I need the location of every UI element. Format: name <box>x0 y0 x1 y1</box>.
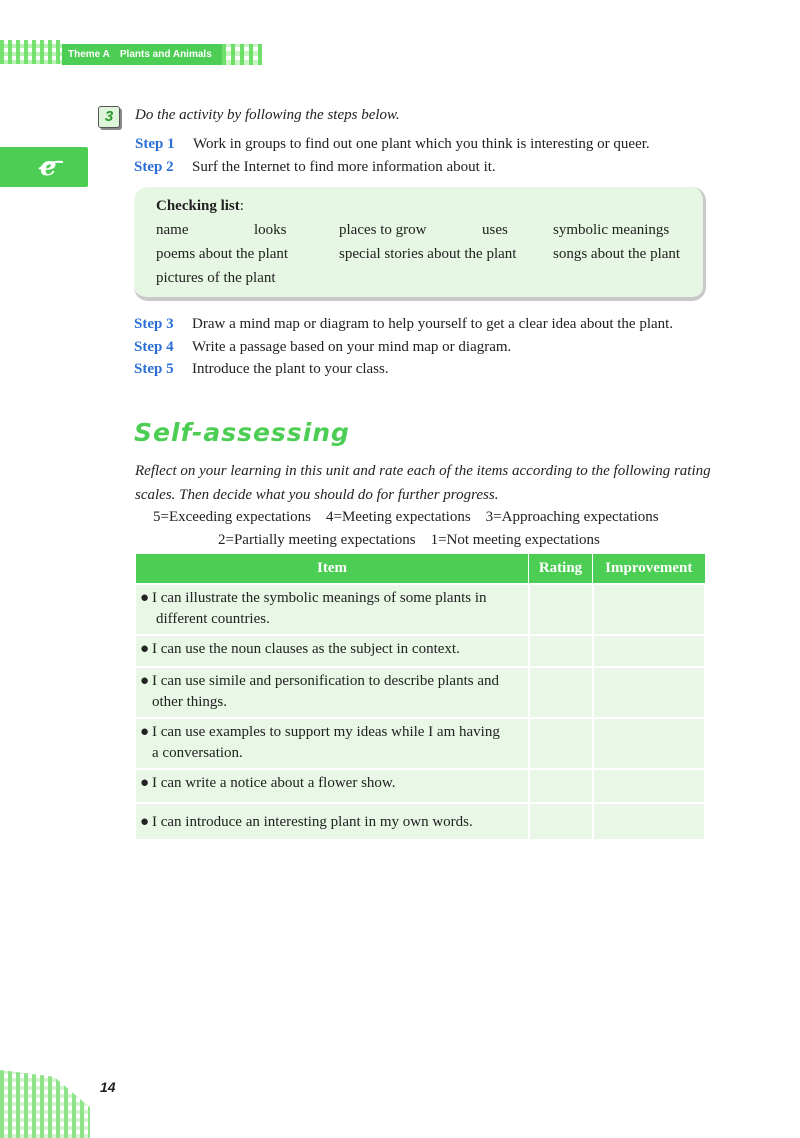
rating-cell[interactable] <box>529 718 593 769</box>
improvement-cell[interactable] <box>593 635 706 667</box>
improvement-cell[interactable] <box>593 803 706 839</box>
checklist-item: name <box>156 222 189 238</box>
checklist-item: poems about the plant <box>156 246 289 262</box>
step-label: Step 1 <box>135 136 175 152</box>
step-1 <box>135 136 650 153</box>
step-text: Surf the Internet to find more information about it. <box>192 159 496 175</box>
improvement-cell[interactable] <box>593 769 706 803</box>
e-learning-icon <box>38 153 64 181</box>
self-assessment-table <box>136 554 706 839</box>
step-text: Write a passage based on your mind map or diagram. <box>192 339 512 355</box>
header-pixel-decoration-right <box>222 44 262 65</box>
page-number: 14 <box>100 1079 116 1095</box>
rating-scale-line-1: 5=Exceeding expectations 4=Meeting expectations 3=Approaching expectations <box>153 509 659 525</box>
table-header-row <box>136 554 705 584</box>
checklist-item: uses <box>482 222 508 238</box>
table-row <box>136 635 705 667</box>
step-2 <box>134 159 496 176</box>
checking-list-box <box>134 187 706 301</box>
step-text: Draw a mind map or diagram to help yourself to get a clear idea about the plant. <box>192 316 674 332</box>
step-4 <box>134 339 511 356</box>
table-row <box>136 769 705 803</box>
rating-cell[interactable] <box>529 584 593 635</box>
step-label: Step 2 <box>134 159 174 175</box>
rating-scale-line-2: 2=Partially meeting expectations 1=Not meeting expectations <box>218 532 600 548</box>
improvement-cell[interactable] <box>593 718 706 769</box>
step-label: Step 3 <box>134 316 174 332</box>
step-5 <box>134 361 389 378</box>
header-improvement: Improvement <box>593 554 706 584</box>
table-row <box>136 718 705 769</box>
step-3 <box>134 316 673 333</box>
item-cell: ● I can illustrate the symbolic meanings of some plants in different countries. <box>136 584 529 635</box>
self-assessing-title: Self-assessing <box>134 418 350 447</box>
step-text: Work in groups to find out one plant which you think is interesting or queer. <box>193 136 650 152</box>
activity-instruction: Do the activity by following the steps below. <box>135 107 400 123</box>
checklist-item: special stories about the plant <box>339 246 517 262</box>
rating-cell[interactable] <box>529 803 593 839</box>
improvement-cell[interactable] <box>593 667 706 718</box>
theme-header <box>62 44 222 65</box>
svg-text:e: e <box>40 153 57 181</box>
checklist-item: places to grow <box>339 222 427 238</box>
header-item: Item <box>136 554 529 584</box>
step-label: Step 4 <box>134 339 174 355</box>
header-pixel-decoration <box>0 40 62 64</box>
checklist-item: symbolic meanings <box>553 222 670 238</box>
improvement-cell[interactable] <box>593 584 706 635</box>
topic-label: Plants and Animals <box>119 49 212 60</box>
item-cell: ● I can introduce an interesting plant in my own words. <box>136 803 529 839</box>
checking-list-title: Checking list: <box>156 198 244 214</box>
rating-cell[interactable] <box>529 769 593 803</box>
step-text: Introduce the plant to your class. <box>192 361 389 377</box>
item-cell: ● I can use simile and personification to describe plants and other things. <box>136 667 529 718</box>
item-cell: ● I can write a notice about a flower show. <box>136 769 529 803</box>
checklist-item: looks <box>254 222 287 238</box>
theme-label: Theme A <box>68 49 110 60</box>
rating-cell[interactable] <box>529 635 593 667</box>
item-cell: ● I can use the noun clauses as the subject in context. <box>136 635 529 667</box>
checklist-item: pictures of the plant <box>156 270 276 286</box>
table-row <box>136 584 705 635</box>
footer-pixel-decoration <box>0 1070 90 1138</box>
activity-number-badge: 3 <box>98 106 120 128</box>
header-rating: Rating <box>529 554 593 584</box>
step-label: Step 5 <box>134 361 174 377</box>
self-assessing-intro: Reflect on your learning in this unit and rate each of the items according to the following rating scales. Then decide what you should do for further progress. <box>135 463 711 503</box>
checklist-item: songs about the plant <box>553 246 681 262</box>
rating-cell[interactable] <box>529 667 593 718</box>
item-cell: ● I can use examples to support my ideas while I am having a conversation. <box>136 718 529 769</box>
e-learning-tab <box>0 147 88 187</box>
table-row <box>136 667 705 718</box>
table-row <box>136 803 705 839</box>
